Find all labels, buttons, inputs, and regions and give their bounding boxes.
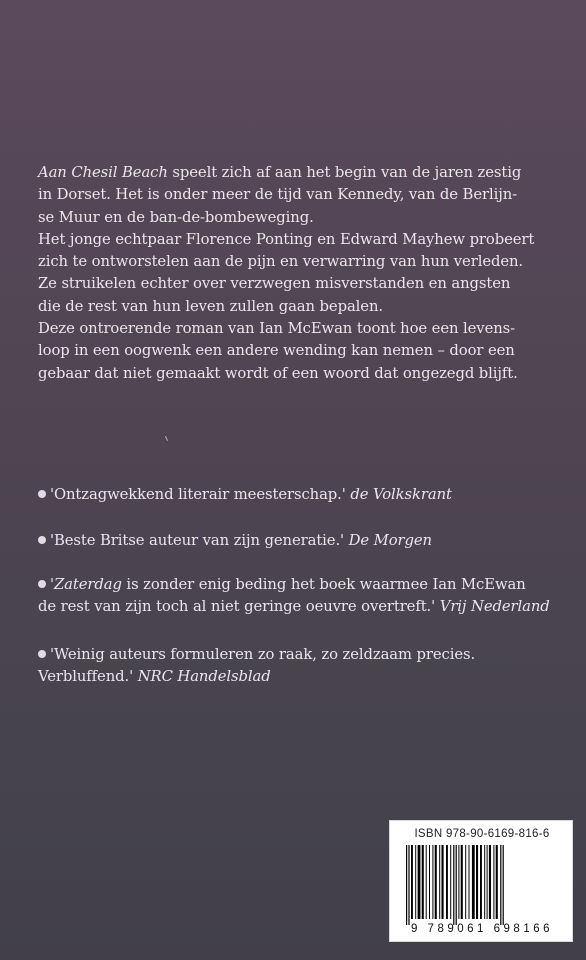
quote-source: Vrij Nederland — [439, 598, 550, 616]
barcode-icon — [404, 845, 560, 925]
barcode-digits: 9 789061 698166 — [410, 923, 554, 935]
synopsis — [38, 162, 558, 385]
synopsis-line: Ze struikelen echter over verzwegen misverstanden en angsten — [38, 275, 511, 293]
bullet-icon — [38, 650, 46, 658]
quote-text: 'Ontzagwekkend literair meesterschap.' — [50, 486, 346, 503]
synopsis-line: zich te ontworstelen aan de pijn en verwarring van hun verleden. — [38, 253, 524, 271]
bullet-icon — [38, 490, 46, 498]
bullet-icon — [38, 580, 46, 588]
quote-line: 'Weinig auteurs formuleren zo raak, zo zeldzaam precies. — [38, 644, 578, 666]
synopsis-line: Het jonge echtpaar Florence Ponting en Edward Mayhew probeert — [38, 230, 535, 248]
book-title: Aan Chesil Beach — [38, 164, 168, 181]
review-quote — [38, 644, 578, 689]
review-quote — [38, 530, 578, 552]
quote-source: De Morgen — [348, 532, 432, 549]
quote-line: de rest van zijn toch al niet geringe oeuvre overtreft.' Vrij Nederland — [38, 598, 550, 616]
review-quote — [38, 574, 578, 619]
synopsis-line: Deze ontroerende roman van Ian McEwan toont hoe een levens- — [38, 320, 516, 338]
isbn-barcode — [389, 820, 573, 942]
quote-text: 'Beste Britse auteur van zijn generatie.' — [50, 532, 345, 549]
isbn-label: ISBN 978-90-6169-816-6 — [414, 828, 550, 840]
synopsis-line: die de rest van hun leven zullen gaan bepalen. — [38, 297, 383, 315]
bullet-icon — [38, 536, 46, 544]
synopsis-line: in Dorset. Het is onder meer de tijd van Kennedy, van de Berlijn- — [38, 186, 518, 204]
quote-book-title: Zaterdag — [53, 576, 122, 593]
quote-line: 'Zaterdag is zonder enig beding het boek waarmee Ian McEwan — [38, 574, 578, 596]
quote-source: NRC Handelsblad — [137, 668, 271, 686]
synopsis-line: Aan Chesil Beach speelt zich af aan het begin van de jaren zestig — [38, 164, 522, 181]
synopsis-line: loop in een oogwenk een andere wending kan nemen – door een — [38, 342, 515, 360]
synopsis-line: se Muur en de ban-de-bombeweging. — [38, 208, 314, 226]
print-mark — [165, 436, 168, 441]
review-quote — [38, 484, 578, 506]
synopsis-line: gebaar dat niet gemaakt wordt of een woord dat ongezegd blijft. — [38, 364, 518, 382]
quote-source: de Volkskrant — [350, 486, 452, 503]
quote-line: Verbluffend.' NRC Handelsblad — [38, 668, 271, 686]
